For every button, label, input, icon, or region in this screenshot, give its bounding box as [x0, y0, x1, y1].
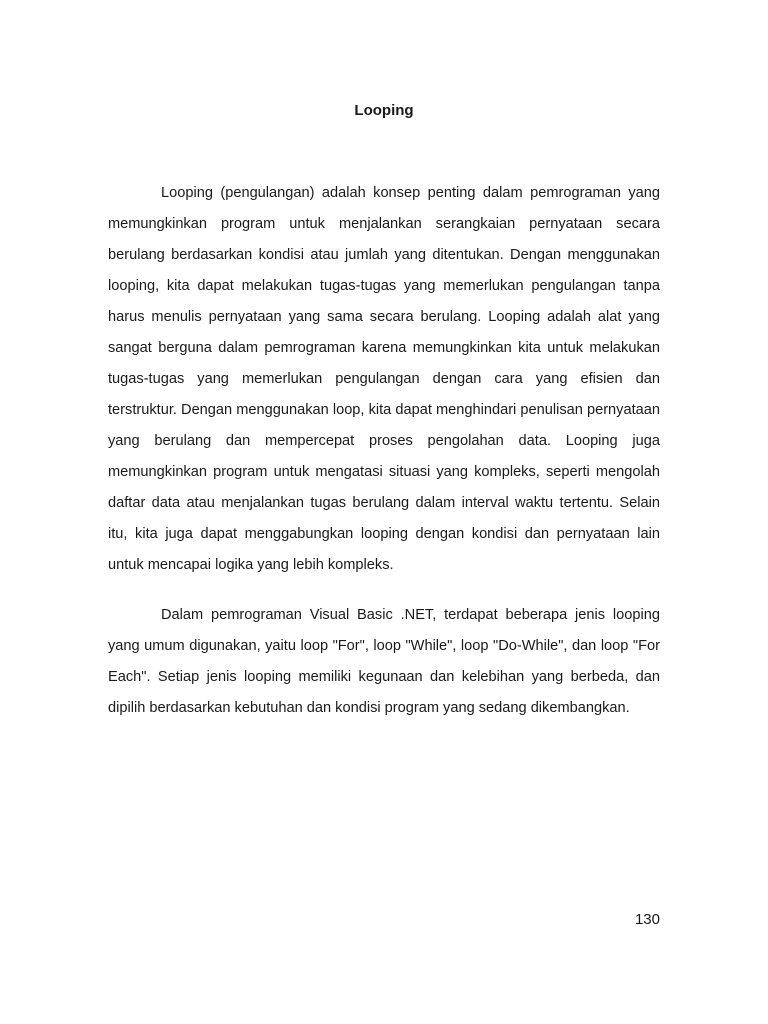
- paragraph-intro: Looping (pengulangan) adalah konsep penting dalam pemrograman yang memungkinkan program untuk menjalankan serangkaian pernyataan secara berulang berdasarkan kondisi atau jumlah yang ditentukan. Dengan menggunakan looping, kita dapat melakukan tugas-tugas yang memerlukan pengulangan tanpa harus menulis pernyataan yang sama secara berulang. Looping adalah alat yang sangat berguna dalam pemrograman karena memungkinkan kita untuk melakukan tugas-tugas yang memerlukan pengulangan dengan cara yang efisien dan terstruktur. Dengan menggunakan loop, kita dapat menghindari penulisan pernyataan yang berulang dan mempercepat proses pengolahan data. Looping juga memungkinkan program untuk mengatasi situasi yang kompleks, seperti mengolah daftar data atau menjalankan tugas berulang dalam interval waktu tertentu. Selain itu, kita juga dapat menggabungkan looping dengan kondisi dan pernyataan lain untuk mencapai logika yang lebih kompleks.: [108, 185, 660, 573]
- page-number: 130: [634, 911, 660, 928]
- paragraph-vbnet: Dalam pemrograman Visual Basic .NET, terdapat beberapa jenis looping yang umum digunakan, yaitu loop "For", loop "While", loop "Do-While", dan loop "For Each". Setiap jenis looping memiliki kegunaan dan kelebihan yang berbeda, dan dipilih berdasarkan kebutuhan dan kondisi program yang sedang dikembangkan.: [108, 607, 660, 716]
- body-text: [108, 178, 660, 724]
- page-title: Looping: [354, 102, 414, 119]
